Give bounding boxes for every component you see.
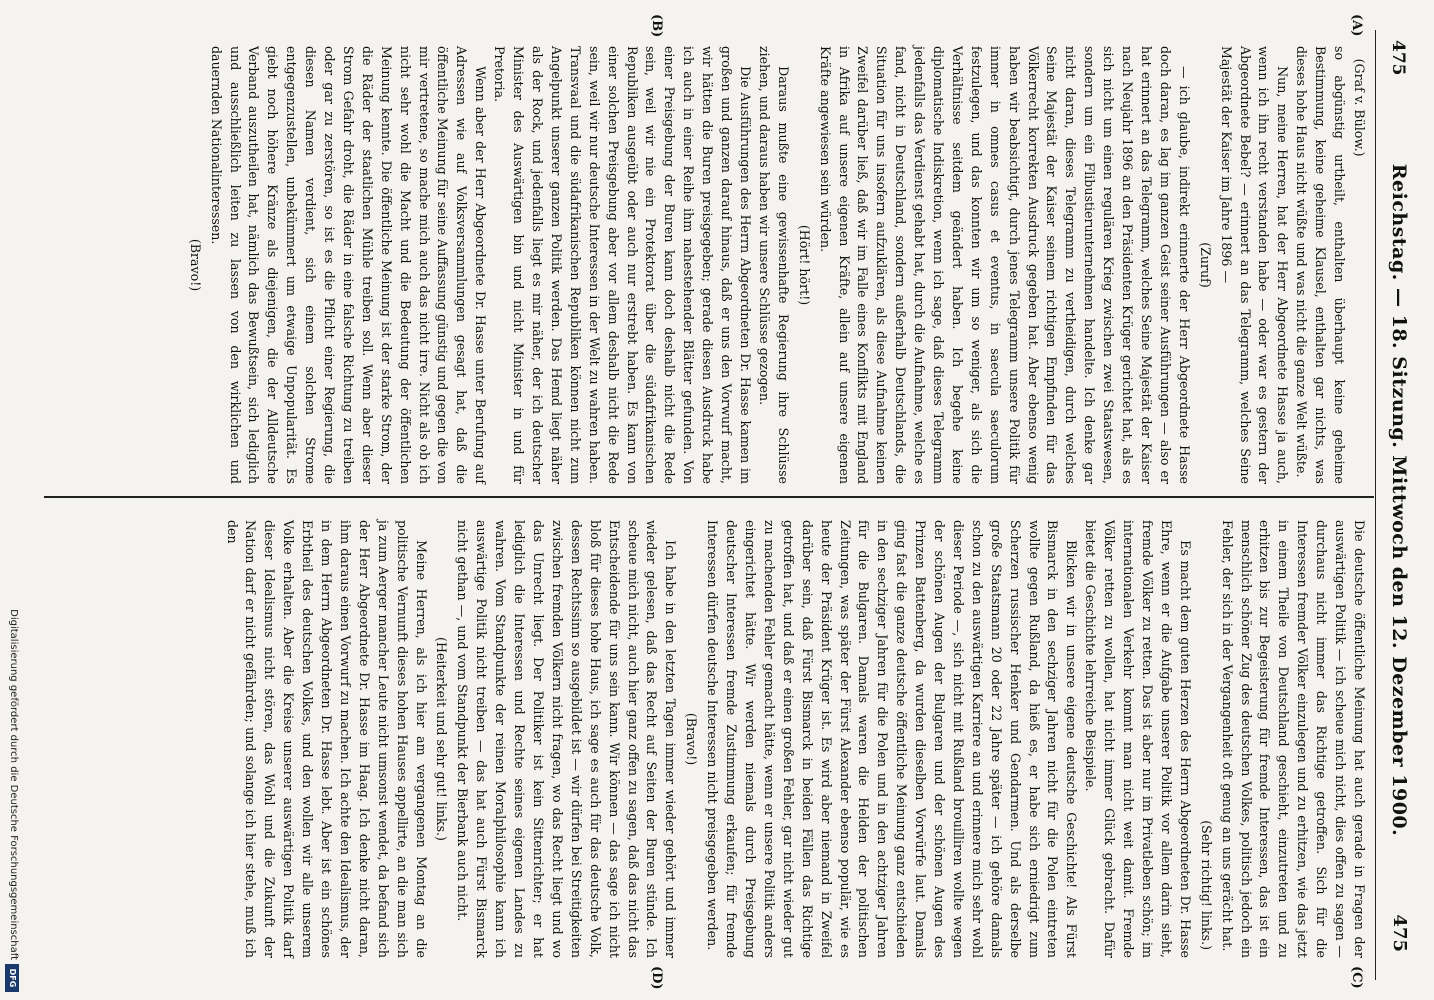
paragraph: Wenn aber der Herr Abgeordnete Dr. Hasse unter Berufung auf Adressen wie auf Volksversammlungen gesagt hat, daß die öffentliche Meinung für seine Auffassung günstig und gegen die von mir vertretene, so mache mich auch das nicht irre. Nicht als ob ich nicht sehr wohl die Macht und die Bedeutung der öffentlichen Meinung kennte. Die öffentliche Meinung ist der starke Strom, der die Räder der staatlichen Mühle treiben soll. Wenn aber dieser Strom Gefahr droht, die Räder in eine falsche Richtung zu treiben oder gar zu zerstören, so ist es die Pflicht einer Regierung, die diesen Namen verdient, sich einem solchen Strome entgegenzustellen, unbekümmert um etwaige Unpopularität. Es giebt noch höhere Kränze als diejenigen, die der Alldeutsche Verband auszutheilen hat, nämlich das Bewußtsein, sich lediglich und ausschließlich leiten zu lassen von den wirklichen und dauernden Nationalinteressen. [208, 46, 489, 484]
paragraph: Die deutsche öffentliche Meinung hat auch gerade in Fragen der auswärtigen Politik — ich scheue mich nicht, dies offen zu sagen — durchaus nicht immer das Richtige getroffen. Sich für die Interessen fremder Völker einzulegen und zu erhitzen, wie das jetzt in einem Theile von Deutschland geschieht, einzutreten und zu erhitzen bis zur Begeisterung für fremde Interessen, das ist ein menschlich schöner Zug des deutschen Volkes, politisch jedoch ein Fehler, der sich in der Vergangenheit oft genug an uns gerächt hat. [1219, 520, 1367, 958]
interjection: (Sehr richtig! links.) [1198, 820, 1214, 950]
interjection: (Hört! hört!) [796, 224, 812, 306]
paragraph: Es macht dem guten Herzen des Herrn Abgeordneten Dr. Hasse Ehre, wenn er die Aufgabe unserer Politik vor allem darin sieht, fremde Völker zu retten. Das ist aber nur im Privatleben schön; im internationalen Verkehr kommt man nicht weit damit. Fremde Völker retten zu wollen, hat nicht immer Glück gebracht. Dafür bietet die Geschichte lehrreiche Beispiele. [1083, 520, 1193, 958]
dfg-logo: DFG [5, 964, 19, 992]
paragraph: Daraus mußte eine gewissenhafte Regierung ihre Schlüsse ziehen, und daraus haben wir unsere Schlüsse gezogen. [756, 46, 791, 484]
interjection: (Zuruf) [1197, 242, 1213, 288]
margin-mark-b: (B) [649, 14, 664, 38]
margin-mark-a: (A) [1349, 14, 1364, 37]
margin-mark-c: (C) [1349, 966, 1364, 989]
page-number-left: 475 [1388, 40, 1408, 76]
page-number-right: 475 [1389, 914, 1410, 952]
paragraph: Die Ausführungen des Herrn Abgeordneten Dr. Hasse kamen im großen und ganzen darauf hinaus, daß er uns den Vorwurf macht, wir hätten die Buren preisgegeben; gerade diesen Ausdruck habe ich auch in einer Reihe ihm nahestehender Blätter gefunden. Von einer Preisgebung der Buren kann doch deshalb nicht die Rede sein, weil wir nie ein Protektorat über die südafrikanischen Republiken ausgeübt oder auch nur erstrebt haben. Es kann von einer solchen Preisgebung aber vor allem deshalb nicht die Rede sein, weil wir nur deutsche Interessen in der Welt zu wahren haben. Transvaal und die südafrikanischen Republiken können nicht zum Angelpunkt unserer ganzen Politik werden. Das Hemd liegt näher als der Rock, und jedenfalls liegt es mir näher, der ich deutscher Minister des Auswärtigen bin und nicht Minister in und für Pretoria. [492, 46, 753, 484]
margin-mark-d: (D) [649, 966, 664, 990]
column-divider [44, 496, 1374, 498]
paragraph: — ich glaube, indirekt erinnerte der Herr Abgeordnete Hasse doch daran, es lag im ganzen Geist seiner Ausführungen — also er hat erinnert an das Telegramm, welches Seine Majestät der Kaiser nach Neujahr 1896 an den Präsidenten Krüger gerichtet hat, als es sich nicht um einen regulären Krieg zwischen zwei Staatswesen, sondern um ein Flibustierunternehmen handelte. Ich denke gar nicht daran, dieses Telegramm zu vertheidigen, durch welches Seine Majestät der Kaiser seinem richtigen Empfinden für das Völkerrecht korrekten Ausdruck gegeben hat. Aber ebenso wenig haben wir beabsichtigt, durch jenes Telegramm unsere Politik für immer in omnes casus et eventus, in saecula saeculorum festzulegen, und das konnten wir um so weniger, als sich die Verhältnisse seitdem geändert haben. Ich begehe keine diplomatische Indiskretion, wenn ich sage, daß dieses Telegramm jedenfalls das Verdienst gehabt hat, durch die Aufnahme, welche es fand, nicht in Deutschland, sondern außerhalb Deutschlands, die Situation für uns insofern aufzuklären, als diese Aufnahme keinen Zweifel darüber ließ, daß wir im Falle eines Konflikts mit England in Afrika auf unsere eigenen Kräfte, allein auf unsere eigenen Kräfte angewiesen sein würden. [817, 46, 1192, 484]
interjection: (Bravo!) [684, 712, 700, 766]
paragraph: Ich habe in den letzten Tagen immer wieder gehört und immer wieder gelesen, daß das Recht auf Seiten der Buren stünde. Ich scheue mich nicht, auch hier ganz offen zu sagen, daß das nicht das Entscheidende für uns sein kann. Wir können — das sage ich nicht bloß für dieses hohe Haus, ich sage es auch für das deutsche Volk, dessen Rechtssinn so ausgebildet ist — wir dürfen bei Streitigkeiten zwischen fremden Völkern nicht fragen, wo das Recht liegt und wo das Unrecht liegt. Der Politiker ist kein Sittenrichter; er hat lediglich die Interessen und Rechte seines eigenen Landes zu wahren. Vom Standpunkte der reinen Moralphilosophie kann ich auswärtige Politik nicht treiben — das hat auch Fürst Bismarck nicht gethan —, und vom Standpunkt der Bierbank auch nicht. [455, 520, 679, 958]
running-title: Reichstag. — 18. Sitzung. Mittwoch den 12. Dezember 1900. [1388, 163, 1410, 837]
paragraph: Blicken wir in unsere eigene deutsche Geschichte! Als Fürst Bismarck in den sechziger Jahren nicht für die Polen eintreten wollte gegen Rußland, da hieß es, er habe sich erniedrigt zum Scherzen russischer Henker und Gendarmen. Und als derselbe große Staatsmann 20 oder 22 Jahre später — ich gehöre damals schon zu den auswärtigen Karriere an und erinnere mich sehr wohl dieser Periode —, sich nicht mit Rußland brouilliren wollte wegen der schönen Augen der Bulgaren und der schönen Augen des Prinzen Battenberg, da wurden dieselben Vorwürfe laut. Damals ging fast die ganze deutsche öffentliche Meinung ganz entschieden in den sechziger Jahren für die Polen und in den achtziger Jahren für die Bulgaren. Damals waren die Helden der politischen Zeitungen, was später der Fürst Alexander ebenso populär, wie es heute der Präsident Krüger ist. Es wird aber niemand in Zweifel darüber sein, daß Fürst Bismarck in beiden Fällen das Richtige getroffen hat, und daß er einen großen Fehler, gar nicht wieder gut zu machenden Fehler gemacht hätte, wenn er unsere Politik anders eingerichtet hätte. Wir werden niemals durch Preisgebung deutscher Interessen fremde Zustimmung erkaufen; für fremde Interessen dürfen deutsche Interessen nicht preisgegeben werden. [705, 520, 1080, 958]
header-rule [1375, 30, 1376, 980]
interjection: (Bravo!) [187, 238, 203, 292]
digitization-note: Digitalisierung gefördert durch die Deutsche Forschungsgemeinschaft [8, 609, 19, 960]
right-column [222, 520, 1368, 958]
speaker-attribution: (Graf v. Bülow.) [1352, 58, 1367, 157]
digitization-footer [0, 0, 22, 1000]
paragraph: so abgünstig urtheilt, enthalten überhaupt keine geheime Bestimmung, keine geheime Klausel, enthalten gar nichts, was dieses hohe Haus nicht wüßte und was nicht die ganze Welt wüßte. [1294, 46, 1348, 484]
page-header [1382, 0, 1412, 1000]
left-column [183, 46, 1368, 484]
paragraph: Nun, meine Herren, hat der Herr Abgeordnete Hasse ja auch, wenn ich ihn recht verstanden habe — oder war es gestern der Abgeordnete Bebel? — erinnert an das Telegramm, welches Seine Majestät der Kaiser im Jahre 1896 — [1218, 46, 1291, 484]
interjection: (Heiterkeit und sehr gut! links.) [434, 637, 450, 841]
paragraph: Meine Herren, als ich hier am vergangenen Montag an die politische Vernunft dieses hohen Hauses appellirte, an die man sich ja zum Aerger mancher Leute nicht umsonst wendet, da befand sich der Herr Abgeordnete Dr. Hasse im Haag. Ich denke nicht daran, ihm daraus einen Vorwurf zu machen. Ich achte den Idealismus, der in dem Herrn Abgeordneten Dr. Hasse lebt. Aber ist ein schönes Erbtheil des deutschen Volkes, und den wollen wir alle unserem Volke erhalten. Aber die Kreise unserer auswärtigen Politik darf dieser Idealismus nicht stören, das Wohl und die Zukunft der Nation darf er nicht gefährden; und solange ich hier stehe, muß ich den [224, 520, 429, 958]
